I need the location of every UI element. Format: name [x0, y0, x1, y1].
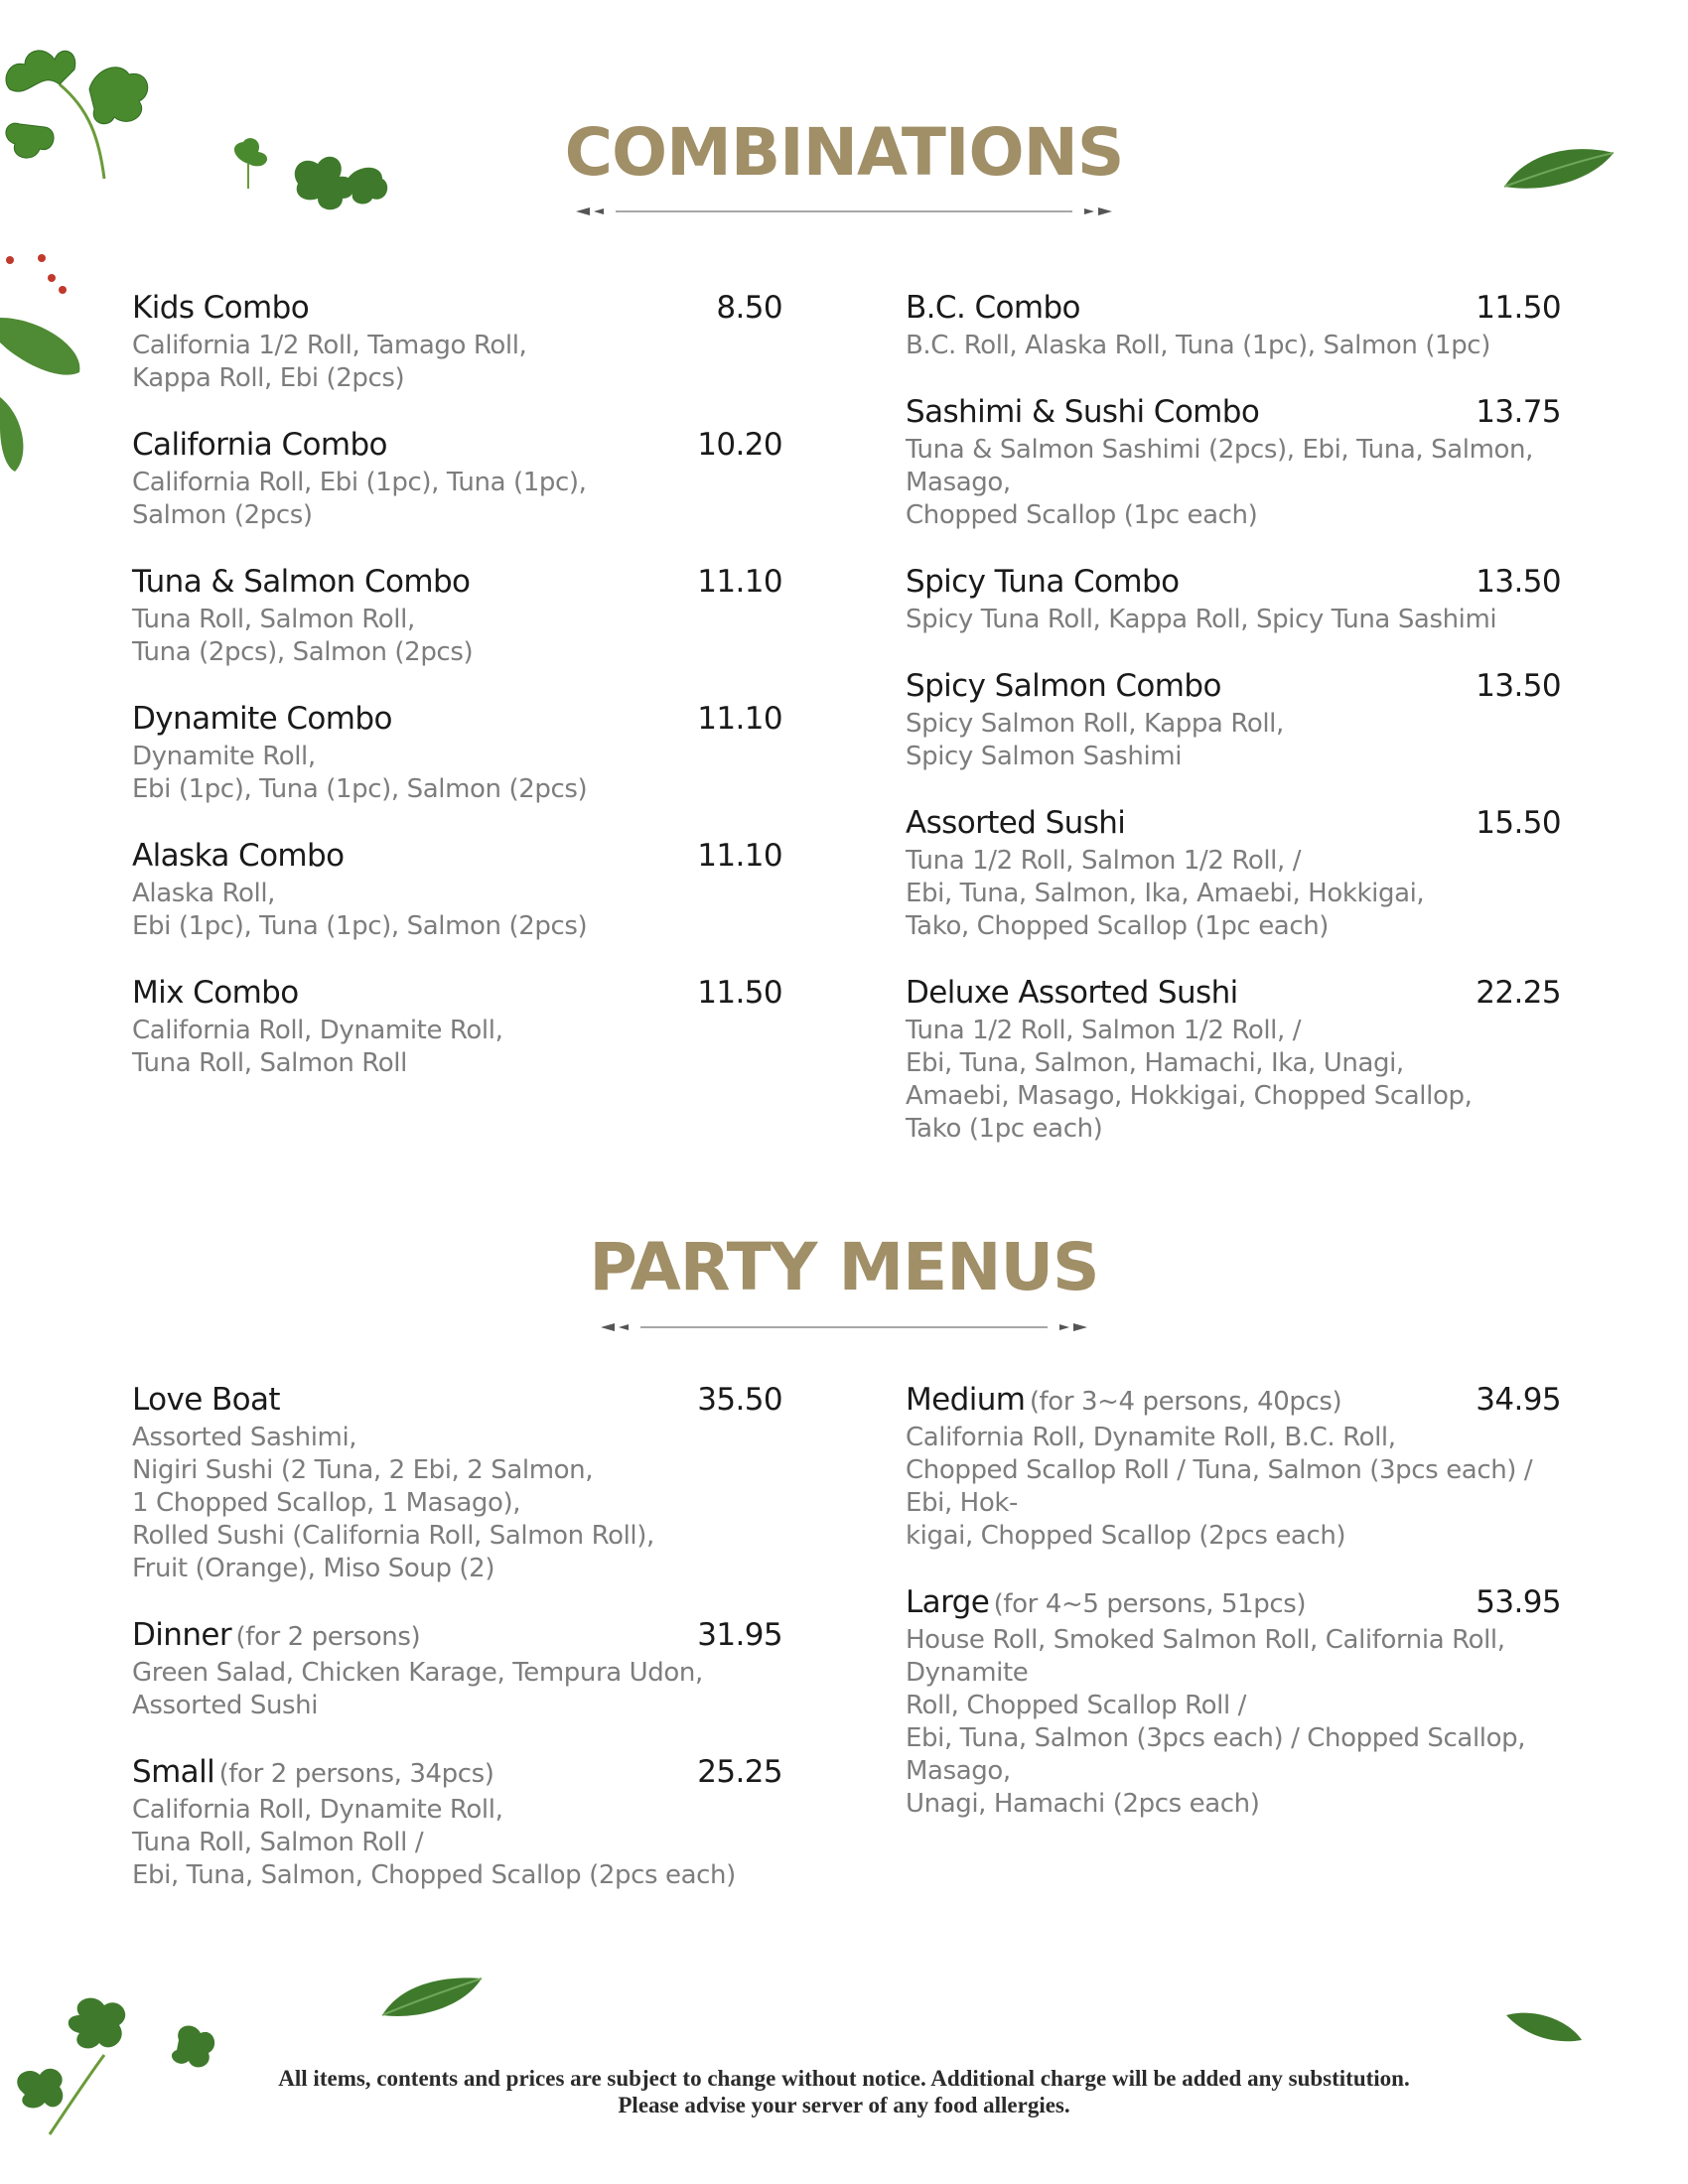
item-name: Deluxe Assorted Sushi	[906, 975, 1238, 1011]
menu-item	[132, 427, 782, 532]
item-price: 13.50	[1476, 564, 1561, 600]
item-price: 13.50	[1476, 668, 1561, 704]
item-price: 10.20	[697, 427, 782, 463]
item-description: Spicy Tuna Roll, Kappa Roll, Spicy Tuna Sashimi	[906, 605, 1497, 634]
party-menus-title: PARTY MENUS	[589, 1229, 1099, 1305]
item-description: Spicy Salmon Roll, Kappa Roll, Spicy Salmon Sashimi	[906, 709, 1284, 771]
item-price: 11.50	[697, 975, 782, 1011]
item-name: Dinner	[132, 1617, 231, 1653]
item-price: 11.10	[697, 564, 782, 600]
item-description: Tuna 1/2 Roll, Salmon 1/2 Roll, / Ebi, Tuna, Salmon, Hamachi, Ika, Unagi, Amaebi, Masago, Hokkigai, Chopped Scallop, Tako (1pc each)	[906, 1016, 1473, 1144]
allergy-notice: Please advise your server of any food allergies.	[618, 2093, 1070, 2117]
menu-item	[906, 805, 1561, 943]
menu-item	[906, 564, 1561, 636]
bay-leaf-decoration-bottom-right	[1504, 2005, 1584, 2050]
item-name: Large	[906, 1584, 990, 1620]
item-description: California 1/2 Roll, Tamago Roll, Kappa Roll, Ebi (2pcs)	[132, 331, 527, 393]
item-description: California Roll, Dynamite Roll, B.C. Roll, Chopped Scallop Roll / Tuna, Salmon (3pcs each) / Ebi, Hok- kigai, Chopped Scallop (2pcs each)	[906, 1423, 1533, 1551]
item-name: Mix Combo	[132, 975, 299, 1011]
ornamental-divider-icon	[601, 1320, 1087, 1334]
item-serving-note: (for 4~5 persons, 51pcs)	[993, 1589, 1307, 1619]
menu-item	[906, 668, 1561, 773]
item-price: 11.50	[1476, 290, 1561, 326]
item-name: Medium	[906, 1382, 1026, 1418]
menu-item	[132, 1617, 782, 1722]
item-description: California Roll, Dynamite Roll, Tuna Roll, Salmon Roll / Ebi, Tuna, Salmon, Chopped Scallop (2pcs each)	[132, 1795, 736, 1890]
ornamental-divider-icon	[576, 205, 1112, 218]
item-description: Tuna & Salmon Sashimi (2pcs), Ebi, Tuna, Salmon, Masago, Chopped Scallop (1pc each)	[906, 435, 1533, 530]
menu-item	[132, 975, 782, 1080]
bay-leaf-decoration-left	[0, 308, 89, 477]
item-name: Spicy Salmon Combo	[906, 668, 1221, 704]
menu-item	[906, 1584, 1561, 1821]
item-name: Assorted Sushi	[906, 805, 1126, 841]
item-name: B.C. Combo	[906, 290, 1080, 326]
menu-item	[906, 975, 1561, 1146]
item-description: Alaska Roll, Ebi (1pc), Tuna (1pc), Salmon (2pcs)	[132, 879, 588, 941]
item-price: 31.95	[697, 1617, 782, 1653]
item-description: Tuna 1/2 Roll, Salmon 1/2 Roll, / Ebi, Tuna, Salmon, Ika, Amaebi, Hokkigai, Tako, Chopped Scallop (1pc each)	[906, 846, 1425, 941]
item-price: 13.75	[1476, 394, 1561, 430]
footer-disclaimer	[0, 2065, 1688, 2118]
item-serving-note: (for 3~4 persons, 40pcs)	[1029, 1387, 1342, 1417]
disclaimer-line: All items, contents and prices are subject to change without notice. Additional charge will be added any substitution.	[278, 2066, 1410, 2091]
party-left-column	[132, 1382, 782, 1924]
menu-item	[132, 701, 782, 806]
combinations-right-column	[906, 290, 1561, 1177]
item-price: 35.50	[697, 1382, 782, 1418]
party-right-column	[906, 1382, 1561, 1852]
item-price: 11.10	[697, 838, 782, 874]
item-serving-note: (for 2 persons)	[235, 1622, 421, 1652]
menu-item	[132, 1382, 782, 1585]
item-description: House Roll, Smoked Salmon Roll, California Roll, Dynamite Roll, Chopped Scallop Roll / Ebi, Tuna, Salmon (3pcs each) / Chopped Scallop, Masago, Unagi, Hamachi (2pcs each)	[906, 1625, 1526, 1819]
item-description: B.C. Roll, Alaska Roll, Tuna (1pc), Salmon (1pc)	[906, 331, 1490, 360]
menu-item	[132, 290, 782, 395]
item-description: California Roll, Ebi (1pc), Tuna (1pc), Salmon (2pcs)	[132, 468, 587, 530]
combinations-left-column	[132, 290, 782, 1112]
menu-item	[906, 290, 1561, 362]
item-price: 34.95	[1476, 1382, 1561, 1418]
item-description: Green Salad, Chicken Karage, Tempura Udon, Assorted Sushi	[132, 1658, 703, 1720]
item-price: 8.50	[716, 290, 782, 326]
item-name: Alaska Combo	[132, 838, 345, 874]
item-name: California Combo	[132, 427, 387, 463]
item-name: Kids Combo	[132, 290, 310, 326]
item-serving-note: (for 2 persons, 34pcs)	[218, 1759, 494, 1789]
item-name: Love Boat	[132, 1382, 280, 1418]
red-peppercorn-decoration	[0, 248, 79, 298]
item-price: 53.95	[1476, 1584, 1561, 1620]
item-name: Small	[132, 1754, 215, 1790]
item-description: Assorted Sashimi, Nigiri Sushi (2 Tuna, 2 Ebi, 2 Salmon, 1 Chopped Scallop, 1 Masago), Rolled Sushi (California Roll, Salmon Roll), Fruit (Orange), Miso Soup (2)	[132, 1423, 654, 1583]
menu-item	[906, 394, 1561, 532]
item-price: 22.25	[1476, 975, 1561, 1011]
item-price: 15.50	[1476, 805, 1561, 841]
menu-item	[132, 1754, 782, 1892]
item-name: Spicy Tuna Combo	[906, 564, 1180, 600]
item-description: California Roll, Dynamite Roll, Tuna Roll, Salmon Roll	[132, 1016, 503, 1078]
item-price: 25.25	[697, 1754, 782, 1790]
item-name: Tuna & Salmon Combo	[132, 564, 471, 600]
bay-leaf-decoration-bottom	[377, 1971, 487, 2025]
item-description: Tuna Roll, Salmon Roll, Tuna (2pcs), Salmon (2pcs)	[132, 605, 474, 667]
menu-item	[906, 1382, 1561, 1553]
item-description: Dynamite Roll, Ebi (1pc), Tuna (1pc), Salmon (2pcs)	[132, 742, 588, 804]
item-price: 11.10	[697, 701, 782, 737]
menu-item	[132, 838, 782, 943]
combinations-title: COMBINATIONS	[564, 114, 1124, 191]
item-name: Dynamite Combo	[132, 701, 392, 737]
menu-item	[132, 564, 782, 669]
item-name: Sashimi & Sushi Combo	[906, 394, 1260, 430]
